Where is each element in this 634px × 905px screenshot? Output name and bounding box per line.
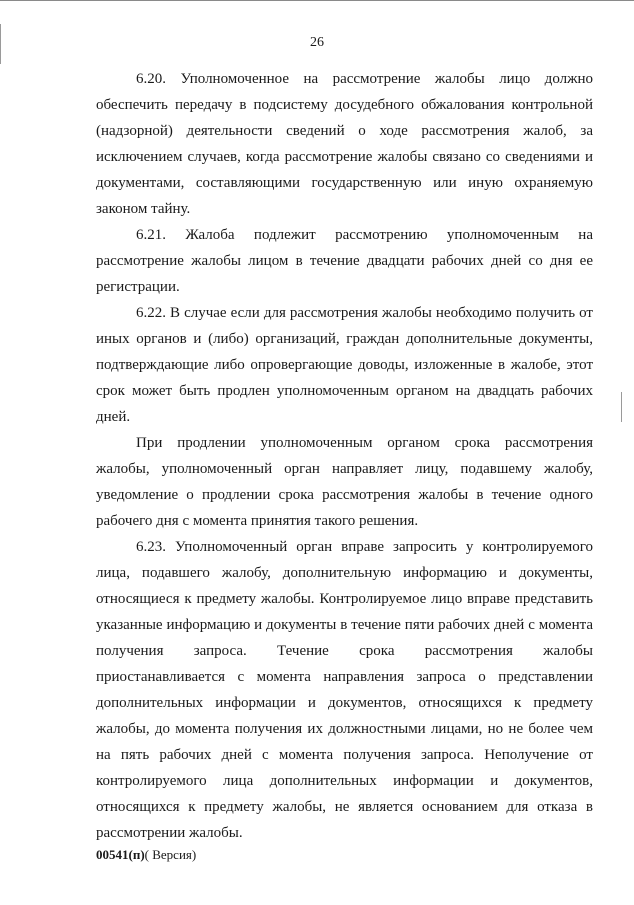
paragraph-6-22: 6.22. В случае если для рассмотрения жалобы необходимо получить от иных органов и (либо) организаций, граждан дополнительные документы, подтверждающие либо опровергающие доводы, изложенные в жалобе, этот срок может быть продлен уполномоченным органом на двадцать рабочих дней.	[96, 305, 593, 425]
page-number: 26	[310, 35, 324, 50]
scan-top-border	[0, 0, 634, 1]
document-code: 00541(п)	[96, 847, 145, 862]
paragraph-extension-notice: При продлении уполномоченным органом срока рассмотрения жалобы, уполномоченный орган направляет лицу, подавшему жалобу, уведомление о продлении срока рассмотрения жалобы в течение одного рабочего дня с момента принятия такого решения.	[96, 435, 593, 529]
paragraph-6-20: 6.20. Уполномоченное на рассмотрение жалобы лицо должно обеспечить передачу в подсистему досудебного обжалования контрольной (надзорной) деятельности сведений о ходе рассмотрения жалоб, за исключением случаев, когда рассмотрение жалобы связано со сведениями и документами, составляющими государственную или иную охраняемую законом тайну.	[96, 71, 593, 217]
version-note: ( Версия)	[144, 847, 197, 862]
paragraph-6-23: 6.23. Уполномоченный орган вправе запросить у контролируемого лица, подавшего жалобу, дополнительную информацию и документы, относящиеся к предмету жалобы. Контролируемое лицо вправе представить указанные информацию и документы в течение пяти рабочих дней с момента получения запроса. Течение срока рассмотрения жалобы приостанавливается с момента направления запроса о представлении дополнительных информации и документов, относящихся к предмету жалобы, до момента получения их должностными лицами, но не более чем на пять рабочих дней с момента получения запроса. Неполучение от контролируемого лица дополнительных информации и документов, относящихся к предмету жалобы, не является основанием для отказа в рассмотрении жалобы.	[96, 539, 593, 841]
document-body	[96, 66, 593, 846]
paragraph-6-21: 6.21. Жалоба подлежит рассмотрению уполномоченным на рассмотрение жалобы лицом в течение двадцати рабочих дней со дня ее регистрации.	[96, 227, 593, 295]
scan-right-edge-mark	[621, 392, 622, 422]
document-footer	[96, 847, 196, 863]
